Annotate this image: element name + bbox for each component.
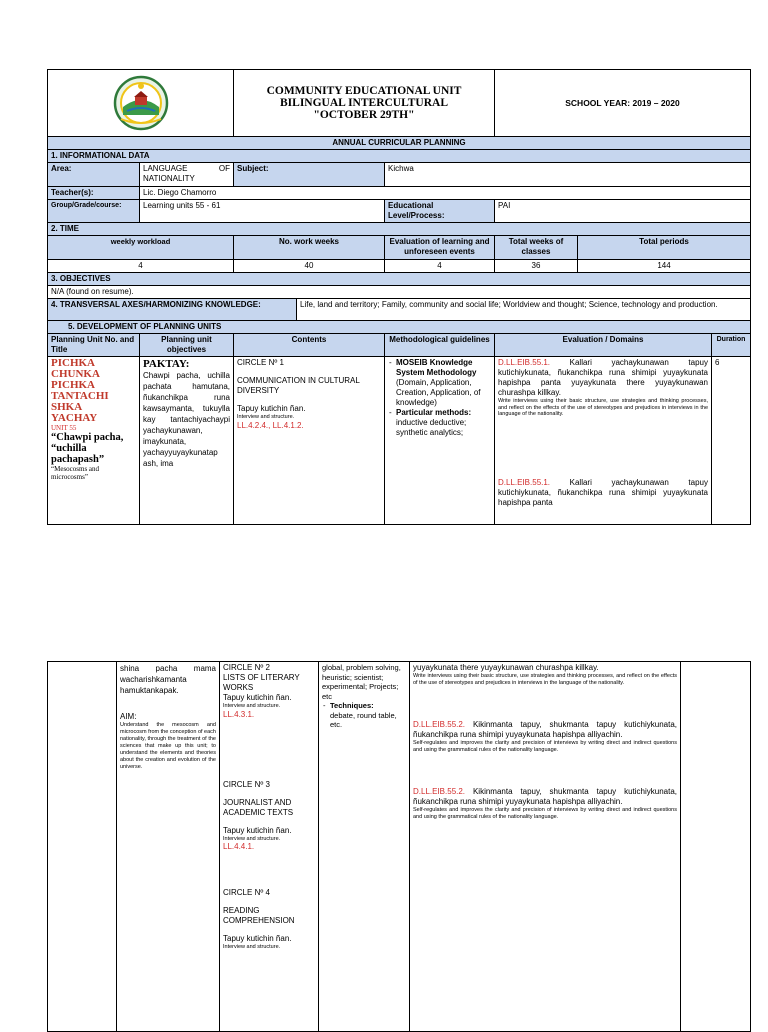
- title-line-1: COMMUNITY EDUCATIONAL UNIT: [266, 85, 462, 97]
- objective-text: Chawpi pacha, uchilla pachata hamutana, ñukanchikpa runa kawsaymanta, tukuylla kay tantachiyachaypi yachaykunawan, imaykunata, yachayyuyaykunatap ash, ima: [143, 371, 230, 468]
- circle-2-codes: LL.4.3.1.: [223, 709, 255, 719]
- dev-header-methodology: Methodological guidelines: [385, 334, 495, 357]
- planning-table-page-2: [47, 661, 751, 1032]
- unit-gloss: “Mesocosms and microcosms”: [51, 465, 100, 481]
- time-header-weeks: No. work weeks: [234, 236, 385, 260]
- section-objectives: 3. OBJECTIVES: [48, 273, 751, 286]
- circle-4-name: READING COMPREHENSION: [223, 906, 295, 925]
- institution-title: [234, 70, 495, 137]
- unit-number: UNIT 55: [51, 424, 77, 432]
- circle-1-name: COMMUNICATION IN CULTURAL DIVERSITY: [237, 376, 360, 395]
- group-value: Learning units 55 - 61: [140, 200, 385, 223]
- objectives-text: N/A (found on resume).: [48, 286, 751, 299]
- transversal-text: Life, land and territory; Family, community and social life; Worldview and thought; Science, technology and production.: [297, 299, 751, 321]
- school-emblem-icon: [113, 75, 169, 131]
- logo-cell: [48, 70, 234, 137]
- time-header-weekly: weekly workload: [48, 236, 234, 260]
- evaluation-cell: D.LL.EIB.55.1. Kallari yachaykunawan tapuy kutichiykunata, ñukanchikpa runa shimipi yuyaykunata hapishpa panta yuyaykunata there yuyaykunawan churashpa killkay. Write interviews using their basic structure, use strategies and thinking processes, and reflect on the effects of the use of stereotypes and prejudices in interviews in the language of the nationality. D.LL.EIB.55.1. Kallari yachaykunawan tapuy kutichiykunata, ñukanchikpa runa shimipi yuyaykunata hapishpa panta: [495, 357, 712, 525]
- contents-cell-cont: CIRCLE Nº 2 LISTS OF LITERARY WORKS Tapuy kutichin ñan. Interview and structure. LL.4.3.1. CIRCLE Nº 3 JOURNALIST AND ACADEMIC TEXTS Tapuy kutichin ñan. Interview and structure. LL.4.4.1. CIRCLE Nº 4 READING COMPREHENSION Tapuy kutichin ñan. Interview and structure.: [220, 662, 319, 1032]
- unit-objectives-cell: [140, 357, 234, 525]
- dev-header-unit: Planning Unit No. and Title: [48, 334, 140, 357]
- transversal-label: 4. TRANSVERSAL AXES/HARMONIZING KNOWLEDGE:: [48, 299, 297, 321]
- subject-label: Subject:: [234, 163, 385, 187]
- time-value-weekly: 4: [48, 260, 234, 273]
- planning-table-page-1: [47, 69, 751, 525]
- teacher-label: Teacher(s):: [48, 187, 140, 200]
- unit-subtitle: “Chawpi pacha, “uchilla pachapash”: [51, 432, 124, 465]
- duration-cell: 6: [712, 357, 751, 525]
- time-header-total-weeks: Total weeks of classes: [495, 236, 578, 260]
- time-value-total-weeks: 36: [495, 260, 578, 273]
- contents-cell: CIRCLE Nº 1 COMMUNICATION IN CULTURAL DIVERSITY Tapuy kutichin ñan. Interview and structure. LL.4.2.4., LL.4.1.2.: [234, 357, 385, 525]
- dev-header-evaluation: Evaluation / Domains: [495, 334, 712, 357]
- evaluation-cell-cont: yuyaykunata there yuyaykunawan churashpa killkay. Write interviews using their basic structure, use strategies and thinking processes, and reflect on the effects of the use of stereotypes and prejudices in interviews in the language of the nationality. D.LL.EIB.55.2. Kikinmanta tapuy, shukmanta tapuy kutichiykunata, ñukanchikpa runa shimipi yuyaykunata hapishpa alliyachin. Self-regulates and improves the clarity and precision of interviews by writing direct and indirect questions and using the grammatical rules of the nationality language. D.LL.EIB.55.2. Kikinmanta tapuy, shukmanta tapuy kutichiykunata, ñukanchikpa runa shimipi yuyaykunata hapishpa alliyachin. Self-regulates and improves the clarity and precision of interviews by writing direct and indirect questions and using the grammatical rules of the nationality language.: [410, 662, 681, 1032]
- duration-cell-cont: [681, 662, 751, 1032]
- time-value-total-periods: 144: [578, 260, 751, 273]
- title-line-3: "OCTOBER 29TH": [313, 109, 415, 121]
- unit-title-cell-cont: [48, 662, 117, 1032]
- section-time: 2. TIME: [48, 223, 751, 236]
- aim-text: Understand the mesocosm and microcosm from the conception of each nationality, through the treatment of the sciences that make up this unit; to understand the elements and theories about the creation and evolution of the universe.: [120, 722, 216, 770]
- unit-objectives-cell-cont: shina pacha mama wacharishkamanta hamuktankapak. AIM: Understand the mesocosm and microcosm from the conception of each nationality, through the treatment of the sciences that make up this unit; to understand the elements and theories about the creation and evolution of the universe.: [117, 662, 220, 1032]
- time-header-evaluation: Evaluation of learning and unforeseen events: [385, 236, 495, 260]
- circle-1-codes: LL.4.2.4., LL.4.1.2.: [237, 420, 304, 430]
- section-informational-data: 1. INFORMATIONAL DATA: [48, 150, 751, 163]
- subject-value: Kichwa: [385, 163, 751, 187]
- level-value: PAI: [495, 200, 751, 223]
- group-label: Group/Grade/course:: [48, 200, 140, 223]
- area-label: Area:: [48, 163, 140, 187]
- methodology-cell-cont: global, problem solving, heuristic; scientist; experimental; Projects; etc - Techniques: debate, round table, etc.: [319, 662, 410, 1032]
- objective-heading: PAKTAY:: [143, 358, 190, 370]
- circle-2-name: LISTS OF LITERARY WORKS: [223, 673, 300, 692]
- area-value: LANGUAGE OF NATIONALITY: [140, 163, 234, 187]
- circle-3-codes: LL.4.4.1.: [223, 842, 255, 851]
- unit-title-cell: PICHKA CHUNKA PICHKA TANTACHI SHKA YACHAY UNIT 55 “Chawpi pacha, “uchilla pachapash” “Mesocosms and microcosms”: [48, 357, 140, 525]
- circle-3-name: JOURNALIST AND ACADEMIC TEXTS: [223, 797, 294, 817]
- school-year: SCHOOL YEAR: 2019 – 2020: [495, 70, 751, 137]
- methodology-cell: - MOSEIB Knowledge System Methodology (Domain, Application, Creation, Application, of knowledge) - Particular methods: inductive deductive; synthetic analytics;: [385, 357, 495, 525]
- teacher-value: Lic. Diego Chamorro: [140, 187, 751, 200]
- title-line-2: BILINGUAL INTERCULTURAL: [280, 97, 448, 109]
- dev-header-duration: Duration: [712, 334, 751, 357]
- time-header-total-periods: Total periods: [578, 236, 751, 260]
- time-value-weeks: 40: [234, 260, 385, 273]
- section-banner: ANNUAL CURRICULAR PLANNING: [48, 137, 751, 150]
- aim-label: AIM:: [120, 712, 137, 721]
- dev-header-contents: Contents: [234, 334, 385, 357]
- time-value-evaluation: 4: [385, 260, 495, 273]
- section-development: 5. DEVELOPMENT OF PLANNING UNITS: [48, 321, 751, 334]
- dev-header-objectives: Planning unit objectives: [140, 334, 234, 357]
- level-label: Educational Level/Process:: [385, 200, 495, 223]
